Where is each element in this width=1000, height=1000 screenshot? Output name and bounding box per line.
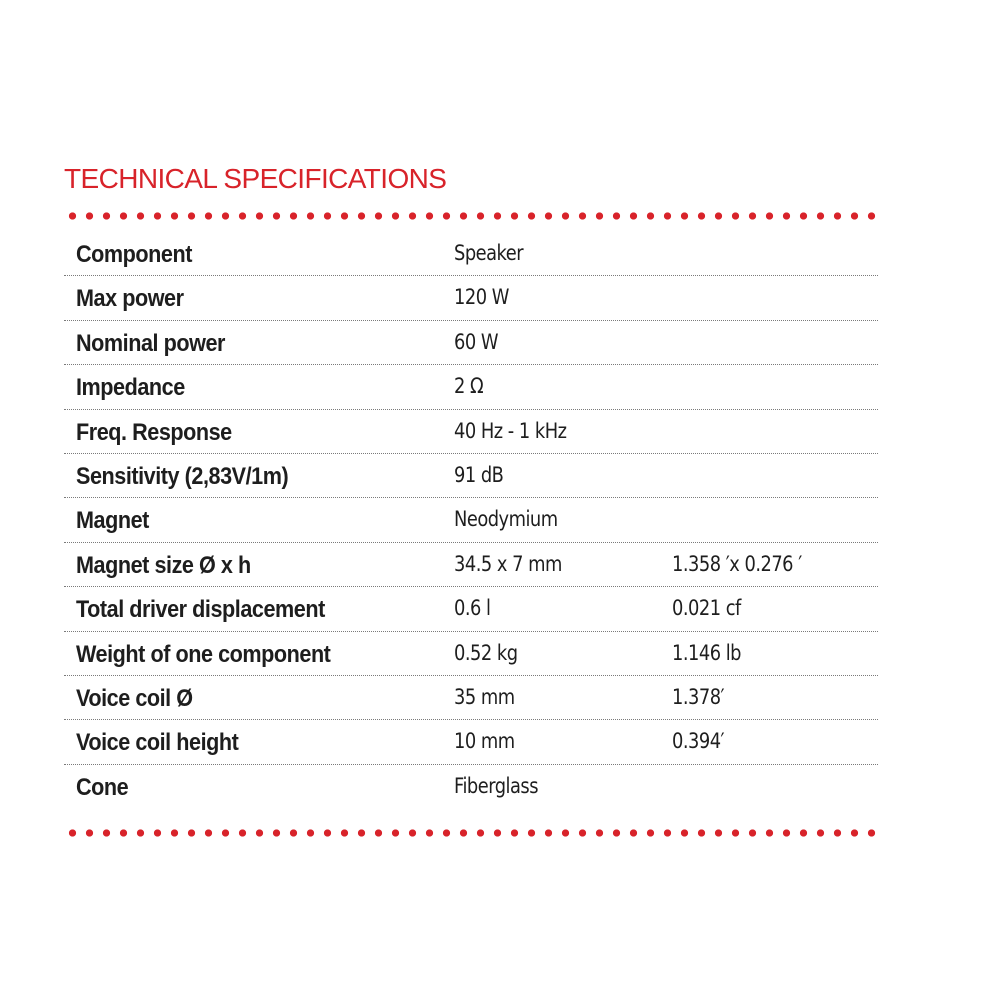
spec-value-metric: 60 W xyxy=(454,329,499,354)
spec-row-component xyxy=(64,232,878,276)
spec-label: Max power xyxy=(76,285,184,313)
spec-value-metric: Speaker xyxy=(454,241,524,265)
spec-row-sensitivity xyxy=(64,454,878,498)
spec-label: Cone xyxy=(76,773,129,801)
spec-label: Magnet size Ø x h xyxy=(76,551,251,579)
top-dotted-divider xyxy=(64,212,880,220)
spec-value-imperial: 1.146 lb xyxy=(672,640,741,665)
spec-label: Freq. Response xyxy=(76,418,232,446)
spec-label: Component xyxy=(76,241,192,268)
spec-label: Voice coil Ø xyxy=(76,684,193,712)
spec-value-metric: 40 Hz - 1 kHz xyxy=(454,418,567,443)
spec-title: TECHNICAL SPECIFICATIONS xyxy=(64,163,447,194)
spec-value-metric: 35 mm xyxy=(454,684,515,709)
spec-value-metric: 10 mm xyxy=(454,729,515,754)
spec-value-metric: 120 W xyxy=(454,285,509,310)
spec-row-magnet-size xyxy=(64,543,878,587)
spec-row-freq-response xyxy=(64,410,878,454)
spec-value-imperial: 0.394′ xyxy=(672,729,725,754)
spec-label: Total driver displacement xyxy=(76,596,325,624)
spec-value-metric: Neodymium xyxy=(454,507,558,532)
spec-label: Voice coil height xyxy=(76,729,239,757)
spec-row-impedance xyxy=(64,365,878,409)
spec-label: Impedance xyxy=(76,374,185,402)
spec-label: Magnet xyxy=(76,507,149,535)
spec-value-imperial: 0.021 cf xyxy=(672,596,741,621)
spec-row-max-power xyxy=(64,276,878,320)
spec-row-nominal-power xyxy=(64,321,878,365)
spec-row-magnet xyxy=(64,498,878,542)
spec-table xyxy=(64,232,878,809)
spec-value-metric: Fiberglass xyxy=(454,773,539,798)
spec-row-driver-displacement xyxy=(64,587,878,631)
spec-value-metric: 0.52 kg xyxy=(454,640,518,665)
spec-label: Sensitivity (2,83V/1m) xyxy=(76,462,289,490)
spec-row-voice-coil-diameter xyxy=(64,676,878,720)
spec-value-metric: 91 dB xyxy=(454,462,504,487)
spec-label: Nominal power xyxy=(76,329,225,357)
spec-value-metric: 0.6 l xyxy=(454,596,491,621)
spec-value-metric: 2 Ω xyxy=(454,374,484,399)
spec-label: Weight of one component xyxy=(76,640,331,668)
spec-row-component-weight xyxy=(64,632,878,676)
spec-value-imperial: 1.358 ′x 0.276 ′ xyxy=(672,551,802,576)
spec-value-metric: 34.5 x 7 mm xyxy=(454,551,562,576)
spec-row-cone xyxy=(64,765,878,809)
spec-row-voice-coil-height xyxy=(64,720,878,764)
bottom-dotted-divider xyxy=(64,829,880,837)
spec-value-imperial: 1.378′ xyxy=(672,684,725,709)
